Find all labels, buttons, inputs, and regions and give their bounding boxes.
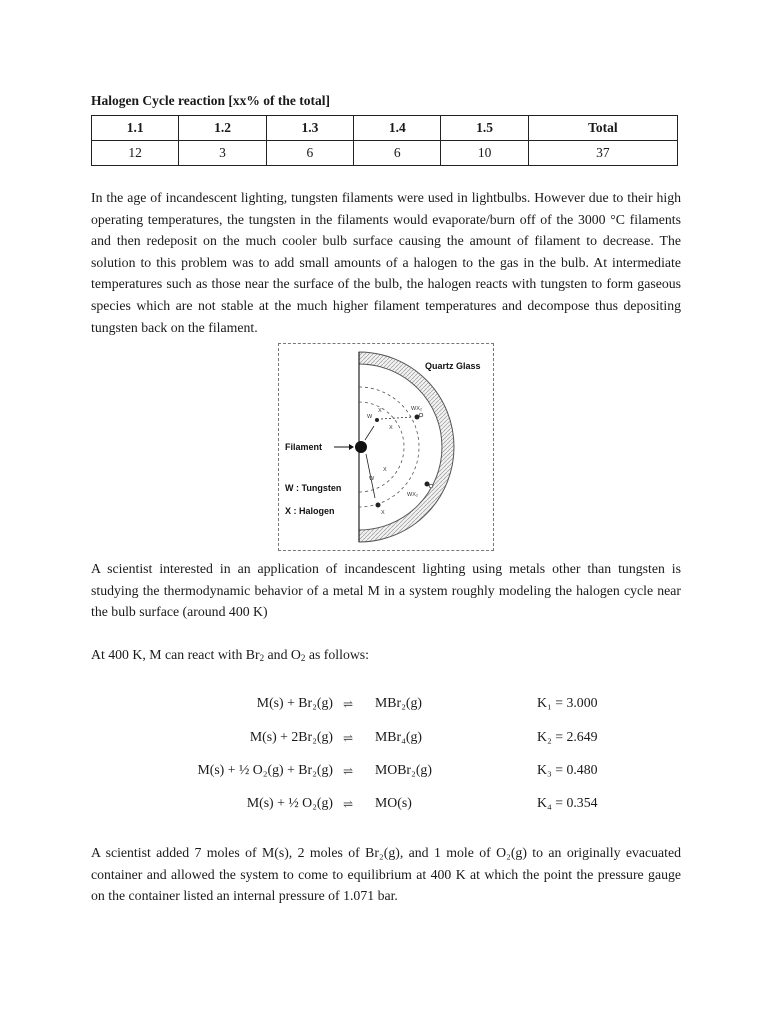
score-value-cell: 6: [266, 141, 353, 166]
score-table-header-row: [92, 116, 678, 141]
reaction-intro-paragraph: [91, 644, 681, 666]
reaction-intro-text: and O: [264, 647, 301, 662]
score-header-cell: 1.1: [92, 116, 179, 141]
reaction-intro-text: At 400 K, M can react with Br: [91, 647, 260, 662]
score-header-cell: Total: [528, 116, 677, 141]
tungsten-species-label: W: [367, 414, 373, 420]
wx2-species-label: WX₂: [407, 492, 418, 498]
equilibrium-arrow-icon: ⇌: [343, 764, 354, 778]
halogen-species-label: X: [383, 467, 387, 473]
halogen-species-label: X: [378, 408, 382, 414]
score-value-cell: 6: [354, 141, 441, 166]
section-heading: Halogen Cycle reaction [xx% of the total]: [91, 93, 330, 108]
score-table: [91, 115, 678, 166]
reaction-product: MOBr₂(g): [375, 762, 432, 777]
intro-paragraph: In the age of incandescent lighting, tungsten filaments were used in lightbulbs. However due to their high operating temperatures, the tungsten in the filaments would evaporate/burn off of the 3000 °C filaments and then redeposit on the much cooler bulb surface causing the amount of filament to decrease. The solution to this problem was to add small amounts of a halogen to the gas in the bulb. At intermediate temperatures such as those near the surface of the bulb, the halogen reacts with tungsten to form gaseous species which are not stable at the much higher filament temperatures and decompose thus depositing tungsten back on the filament.: [91, 190, 681, 335]
equilibrium-constant: K₁ = 3.000: [537, 695, 598, 710]
halogen-species-label: X: [381, 510, 385, 516]
score-value-cell: 10: [441, 141, 528, 166]
equilibrium-arrow-icon: ⇌: [343, 697, 354, 711]
score-value-cell: 12: [92, 141, 179, 166]
reaction-lhs: M(s) + ½ O₂(g) + Br₂(g): [197, 762, 333, 777]
wx2-species-label: WX₂: [411, 406, 422, 412]
equilibrium-constant: K₃ = 0.480: [537, 762, 598, 777]
quartz-glass-shape: [359, 352, 454, 542]
score-table-value-row: [92, 141, 678, 166]
reaction-lhs: M(s) + Br₂(g): [256, 695, 333, 710]
equilibrium-arrow-icon: ⇌: [343, 731, 354, 745]
reaction-product: MBr₄(g): [375, 729, 422, 744]
halogen-legend-label: X : Halogen: [285, 506, 335, 516]
score-value-cell: 37: [528, 141, 677, 166]
score-header-cell: 1.5: [441, 116, 528, 141]
score-header-cell: 1.3: [266, 116, 353, 141]
reaction-product: MBr₂(g): [375, 695, 422, 710]
reaction-list: [150, 695, 333, 825]
score-header-cell: 1.4: [354, 116, 441, 141]
equilibrium-constant: K₄ = 0.354: [537, 795, 598, 810]
reaction-product: MO(s): [375, 795, 412, 810]
reaction-lhs: M(s) + 2Br₂(g): [249, 729, 333, 744]
score-header-cell: 1.2: [179, 116, 266, 141]
score-value-cell: 3: [179, 141, 266, 166]
equilibrium-constant: K₂ = 2.649: [537, 729, 598, 744]
scientist-paragraph: A scientist interested in an application of incandescent lighting using metals other than tungsten is studying the thermodynamic behavior of a metal M in a system roughly modeling the halogen cycle near the bulb surface (around 400 K): [91, 561, 681, 620]
tungsten-legend-label: W : Tungsten: [285, 483, 342, 493]
reaction-lhs: M(s) + ½ O₂(g): [246, 795, 333, 810]
quartz-glass-label: Quartz Glass: [425, 361, 481, 371]
subscript: 2: [259, 653, 265, 663]
halogen-cycle-diagram: [278, 343, 494, 551]
equilibrium-arrow-icon: ⇌: [343, 797, 354, 811]
filament-label: Filament: [285, 442, 323, 452]
experiment-paragraph: A scientist added 7 moles of M(s), 2 moles of Br₂(g), and 1 mole of O₂(g) to an originally evacuated container and allowed the system to come to equilibrium at 400 K at which the point the pressure gauge on the container listed an internal pressure of 1.071 bar.: [91, 845, 681, 904]
subscript: 2: [300, 653, 306, 663]
reaction-intro-text: as follows:: [305, 647, 370, 662]
halogen-species-label: X: [389, 425, 393, 431]
tungsten-species-label: W: [369, 476, 375, 482]
filament-dot: [355, 441, 367, 453]
